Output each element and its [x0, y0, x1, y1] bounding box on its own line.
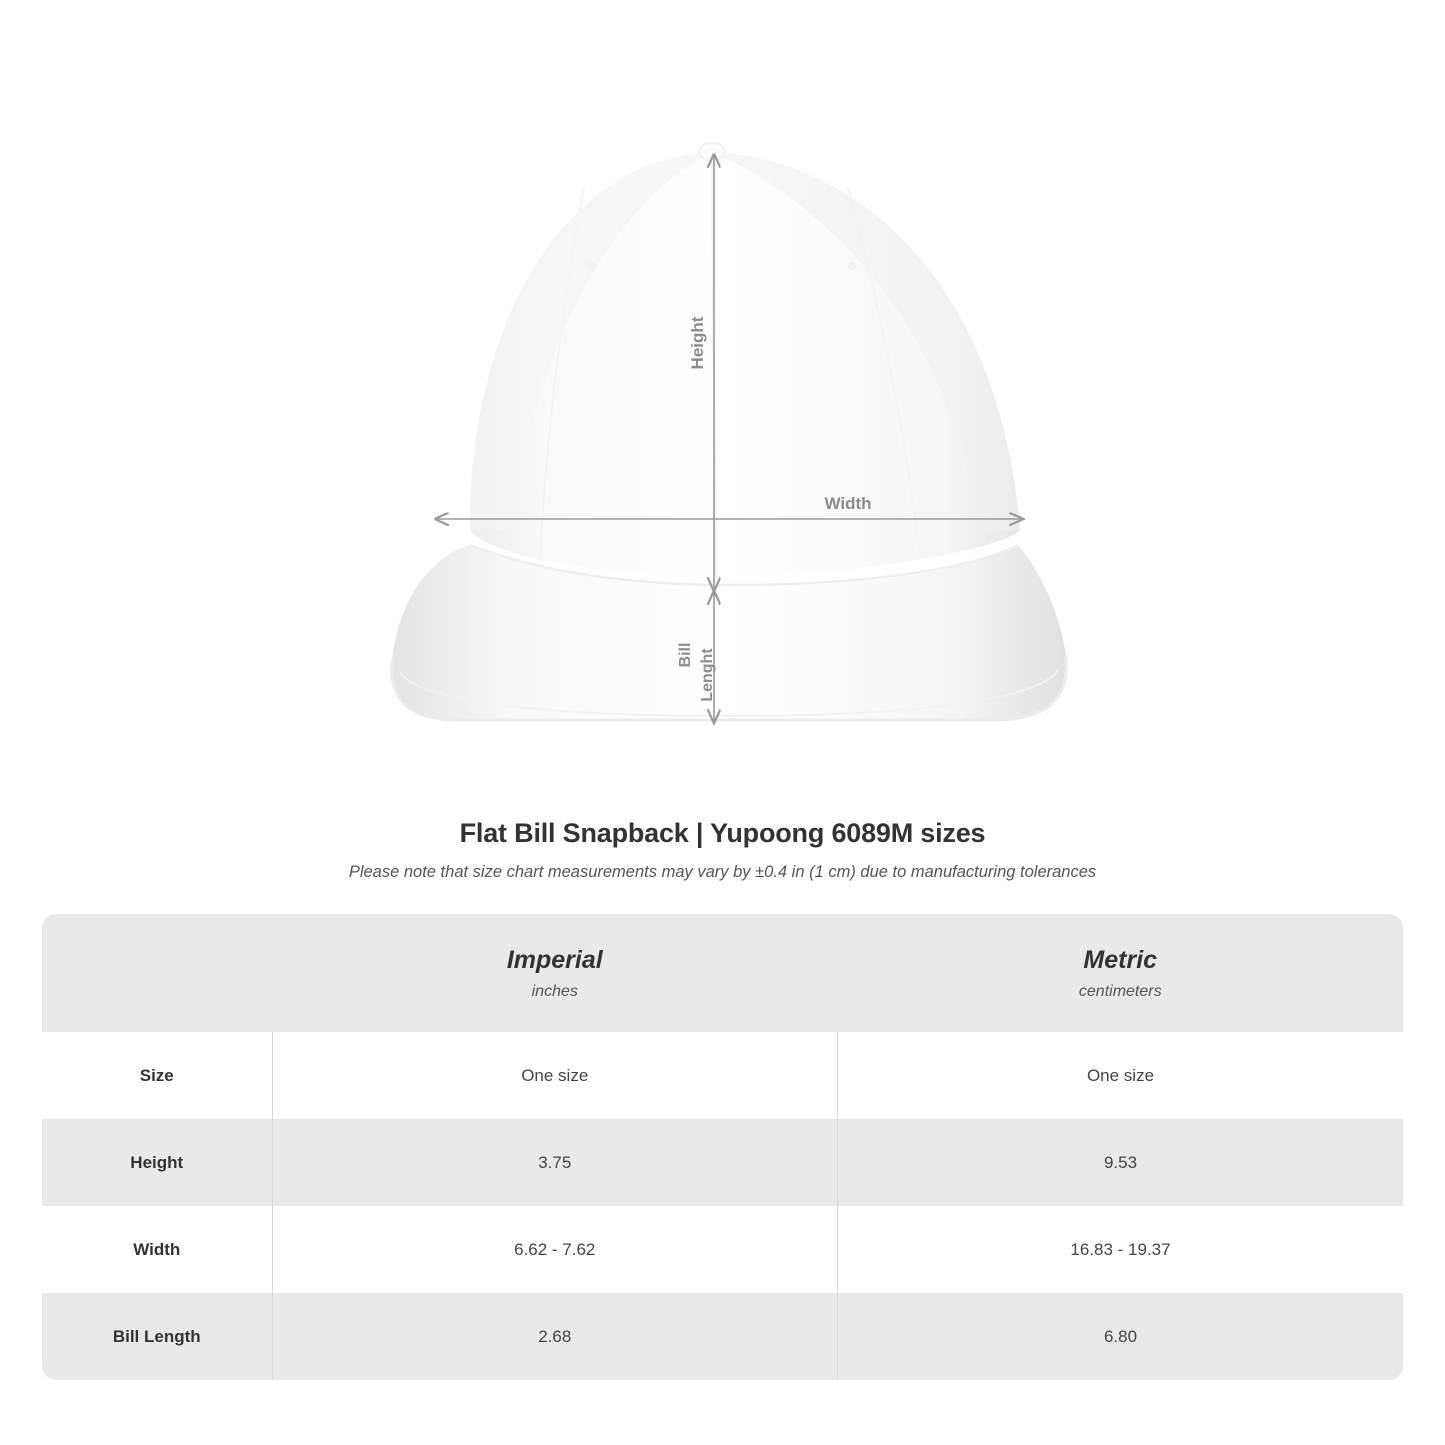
- row-label: Bill Length: [42, 1293, 272, 1380]
- size-table-wrap: [42, 914, 1403, 1380]
- table-row: [42, 1206, 1403, 1293]
- size-table: [42, 914, 1403, 1380]
- row-imperial-value: 3.75: [272, 1119, 838, 1206]
- width-label: Width: [824, 494, 872, 513]
- header-imperial-unit: inches: [531, 982, 578, 1000]
- bill-length-label-line2: Lenght: [699, 648, 716, 702]
- table-header-row: [42, 914, 1403, 1032]
- row-metric-value: 6.80: [838, 1293, 1404, 1380]
- row-metric-value: 9.53: [838, 1119, 1404, 1206]
- row-label: Size: [42, 1032, 272, 1119]
- header-empty-cell: [42, 914, 272, 1032]
- header-metric-name: Metric: [1083, 945, 1158, 974]
- cap-crown: [470, 143, 1020, 578]
- header-metric-unit: centimeters: [1078, 982, 1162, 1000]
- row-label: Width: [42, 1206, 272, 1293]
- height-label: Height: [688, 316, 707, 370]
- row-metric-value: One size: [838, 1032, 1404, 1119]
- row-metric-value: 16.83 - 19.37: [838, 1206, 1404, 1293]
- table-row: [42, 1293, 1403, 1380]
- bill-length-label-line1: Bill: [677, 642, 694, 668]
- table-row: [42, 1032, 1403, 1119]
- page-title: Flat Bill Snapback | Yupoong 6089M sizes: [459, 818, 986, 848]
- header-imperial: [272, 914, 838, 1032]
- row-imperial-value: One size: [272, 1032, 838, 1119]
- row-label: Height: [42, 1119, 272, 1206]
- header-imperial-name: Imperial: [506, 945, 603, 974]
- row-imperial-value: 6.62 - 7.62: [272, 1206, 838, 1293]
- table-row: [42, 1119, 1403, 1206]
- tolerance-note: Please note that size chart measurements may vary by ±0.4 in (1 cm) due to manufacturing tolerances: [348, 863, 1097, 881]
- row-imperial-value: 2.68: [272, 1293, 838, 1380]
- title-block: [0, 818, 1445, 882]
- header-metric: [838, 914, 1404, 1032]
